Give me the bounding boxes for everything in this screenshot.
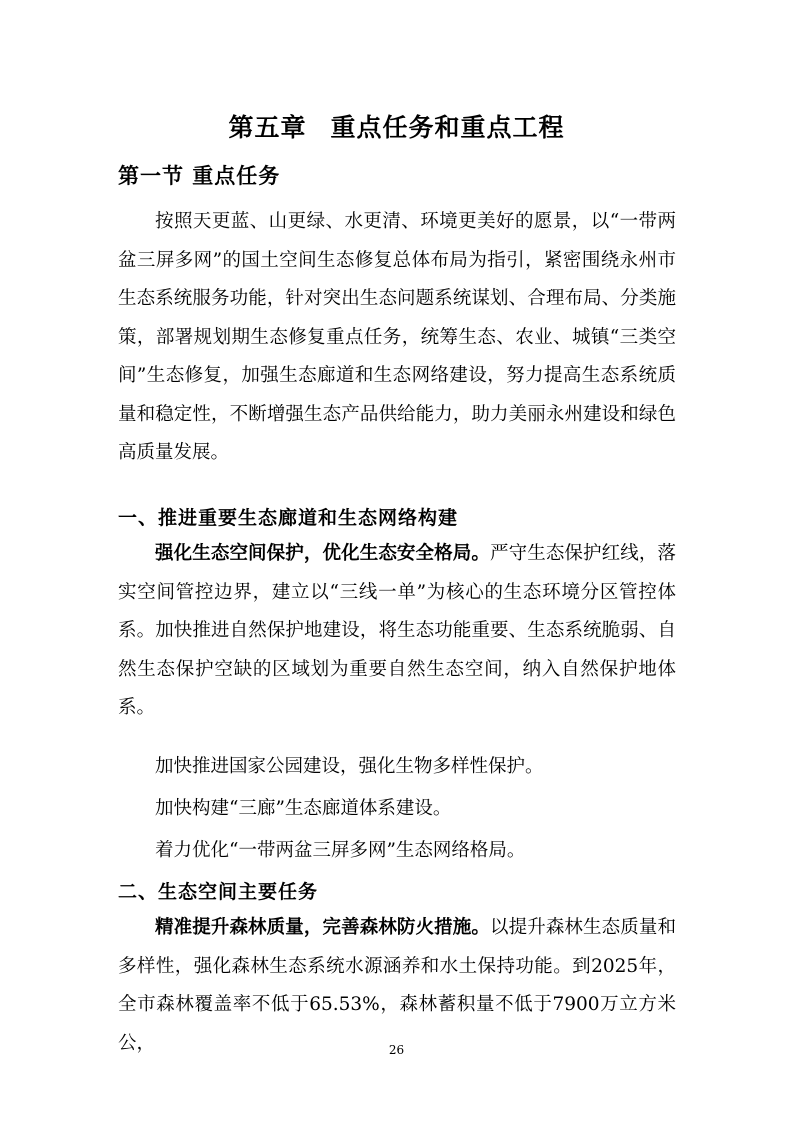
chapter-name: 重点任务和重点工程: [330, 113, 565, 142]
paragraph-body: 以提升森林生态质量和多样性，强化森林生态系统水源涵养和水土保持功能。到2025年，全市森林覆盖率不低于65.53%，森林蓄积量不低于7900万立方米公，: [118, 917, 676, 1054]
subsection-heading-2: 二、生态空间主要任务: [118, 881, 319, 903]
paragraph-lead-bold: 强化生态空间保护，优化生态安全格局。: [155, 543, 490, 564]
chapter-title: [0, 108, 793, 144]
paragraph-ecological-space-protection: [118, 535, 676, 728]
paragraph-forest-quality: [118, 909, 676, 1063]
subsection-heading-1: 一、推进重要生态廊道和生态网络构建: [118, 507, 459, 529]
paragraph-network-pattern: 着力优化“一带两盆三屏多网”生态网络格局。: [155, 840, 526, 861]
chapter-number: 第五章: [228, 113, 307, 142]
paragraph-national-park: 加快推进国家公园建设，强化生物多样性保护。: [155, 756, 544, 777]
paragraph-lead-bold: 精准提升森林质量，完善森林防火措施。: [155, 917, 490, 938]
section-intro-paragraph: 按照天更蓝、山更绿、水更清、环境更美好的愿景，以“一带两盆三屏多网”的国土空间生态修复总体布局为指引，紧密围绕永州市生态系统服务功能，针对突出生态问题系统谋划、合理布局、分类施策，部署规划期生态修复重点任务，统筹生态、农业、城镇“三类空间”生态修复，加强生态廊道和生态网络建设，努力提高生态系统质量和稳定性，不断增强生态产品供给能力，助力美丽永州建设和绿色高质量发展。: [118, 211, 676, 463]
section-heading: 第一节 重点任务: [118, 164, 281, 188]
paragraph-body: 严守生态保护红线，落实空间管控边界，建立以“三线一单”为核心的生态环境分区管控体系。加快推进自然保护地建设，将生态功能重要、生态系统脆弱、自然生态保护空缺的区域划为重要自然生态空间，纳入自然保护地体系。: [118, 543, 676, 718]
page-number: 26: [388, 1043, 405, 1057]
paragraph-corridor-system: 加快构建“三廊”生态廊道体系建设。: [155, 798, 452, 819]
